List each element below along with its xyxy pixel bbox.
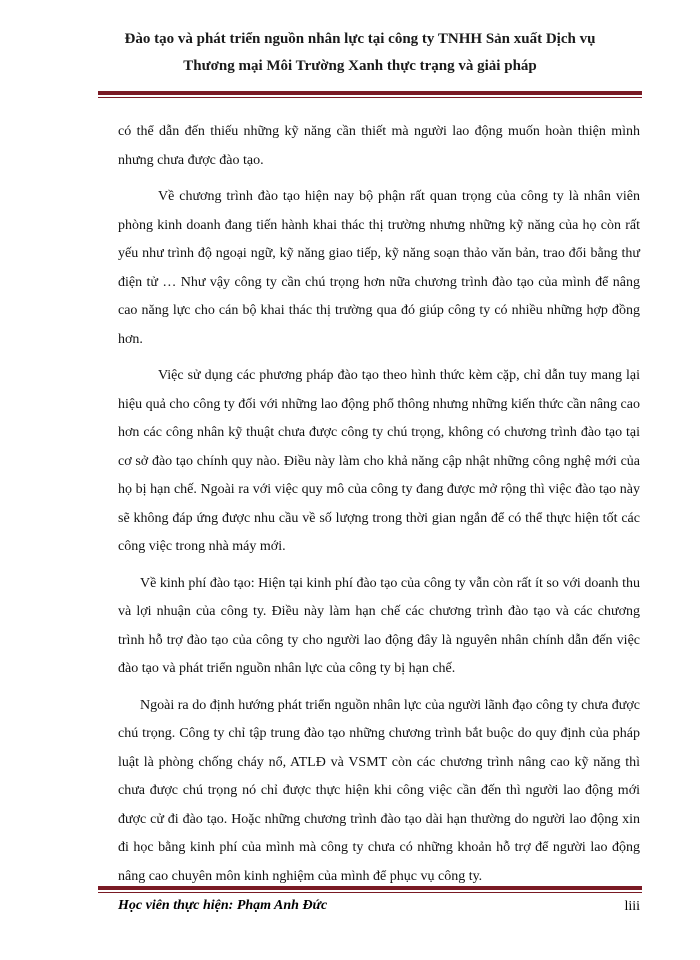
paragraph-leadership-orientation: Ngoài ra do định hướng phát triển nguồn nhân lực của người lãnh đạo công ty chưa được chú trọng. Công ty chỉ tập trung đào tạo những chương trình bắt buộc do quy định của pháp luật là phòng chống cháy nổ, ATLĐ và VSMT còn các chương trình nâng cao kỹ năng thì chưa được chú trọng nó chỉ được thực hiện khi công việc cần đến thì người lao động mới được cử đi đào tạo. Hoặc những chương trình đào tạo dài hạn thường do người lao động xin đi học bằng kinh phí của mình mà công ty chưa có những khoản hỗ trợ để người lao động nâng cao chuyên môn kinh nghiệm của mình để phục vụ công ty. xyxy=(118,697,640,884)
paragraph-training-program: Về chương trình đào tạo hiện nay bộ phận rất quan trọng của công ty là nhân viên phòng kinh doanh đang tiến hành khai thác thị trường nhưng những kỹ năng của họ còn rất yếu như trình độ ngoại ngữ, kỹ năng giao tiếp, kỹ năng soạn thảo văn bản, trao đổi bằng thư điện tử … Như vậy công ty cần chú trọng hơn nữa chương trình đào tạo của mình để nâng cao năng lực cho cán bộ khai thác thị trường qua đó giúp công ty có nhiều những hợp đồng hơn. xyxy=(118,189,640,347)
footer-author: Học viên thực hiện: Phạm Anh Đức xyxy=(118,898,328,913)
header-title-line-1: Đào tạo và phát triển nguồn nhân lực tại công ty TNHH Sản xuất Dịch vụ xyxy=(124,31,596,47)
page-header xyxy=(100,26,620,80)
body-text xyxy=(118,118,640,899)
header-rule-thick xyxy=(98,91,642,95)
footer-rule-thick xyxy=(98,886,642,890)
header-title-line-2: Thương mại Môi Trường Xanh thực trạng và giải pháp xyxy=(183,58,537,74)
paragraph-training-budget: Về kinh phí đào tạo: Hiện tại kinh phí đào tạo của công ty vẫn còn rất ít so với doanh thu và lợi nhuận của công ty. Điều này làm hạn chế các chương trình đào tạo và các chương trình hỗ trợ đào tạo của công ty cho người lao động đây là nguyên nhân chính dẫn đến việc đào tạo và phát triển nguồn nhân lực của công ty bị hạn chế. xyxy=(118,575,640,676)
paragraph-continuation: có thể dẫn đến thiếu những kỹ năng cần thiết mà người lao động muốn hoàn thiện mình nhưng chưa được đào tạo. xyxy=(118,124,640,168)
paragraph-training-methods: Việc sử dụng các phương pháp đào tạo theo hình thức kèm cặp, chỉ dẫn tuy mang lại hiệu quả cho công ty đối với những lao động phổ thông nhưng những kiến thức cần nâng cao hơn các công nhân kỹ thuật chưa được công ty chú trọng, không có chương trình đào tạo tại cơ sở đào tạo chính quy nào. Điều này làm cho khả năng cập nhật những công nghệ mới của họ bị hạn chế. Ngoài ra với việc quy mô của công ty đang được mở rộng thì việc đào tạo này sẽ không đáp ứng được nhu cầu về số lượng trong thời gian ngắn để có thể thực hiện tốt các công việc trong nhà máy mới. xyxy=(118,368,640,554)
footer-rule-thin xyxy=(98,892,642,893)
page-number: liii xyxy=(624,899,640,914)
header-rule-thin xyxy=(98,97,642,98)
